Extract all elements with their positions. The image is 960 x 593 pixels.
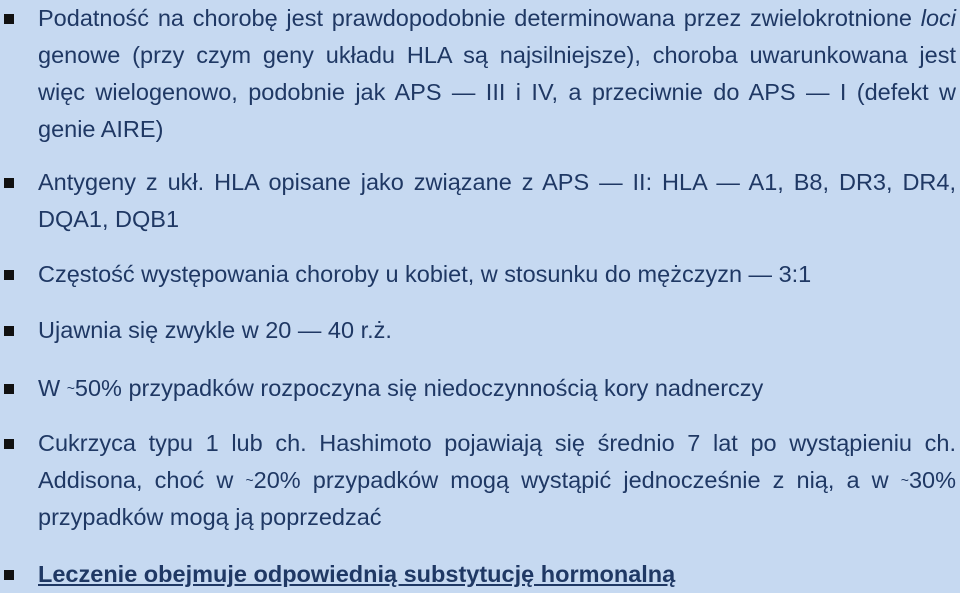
bullet-text [38, 370, 956, 407]
text-segment: Cukrzyca typu 1 lub ch. Hashimoto pojawiają się średnio 7 lat po wystąpieniu ch. Addisona, choć w [38, 430, 956, 493]
bullet-square-icon [4, 439, 14, 449]
bullet-square-icon [4, 14, 14, 24]
tilde-symbol: ~ [66, 380, 75, 396]
text-segment: W [38, 375, 67, 401]
bullet-text [38, 0, 956, 148]
bullet-square-icon [4, 570, 14, 580]
tilde-symbol: ~ [900, 472, 909, 488]
bullet-square-icon [4, 270, 14, 280]
bullet-square-icon [4, 178, 14, 188]
tilde-symbol: ~ [245, 472, 254, 488]
bullet-text-emphasis: Leczenie obejmuje odpowiednią substytucję hormonalną [38, 561, 676, 587]
bullet-square-icon [4, 384, 14, 394]
text-segment: 30% przypadków mogą ją poprzedzać [38, 467, 956, 530]
text-segment: genowe (przy czym geny układu HLA są najsilniejsze), choroba uwarunkowana jest więc wielogenowo, podobnie jak APS — III i IV, a przeciwnie do APS — I (defekt w genie AIRE) [38, 42, 956, 142]
text-segment: 20% przypadków mogą wystąpić jednocześnie z nią, a w [253, 467, 901, 493]
bullet-text: Ujawnia się zwykle w 20 — 40 r.ż. [38, 317, 392, 343]
bullet-text [38, 425, 956, 536]
bullet-square-icon [4, 326, 14, 336]
bullet-text: Antygeny z ukł. HLA opisane jako związane z APS — II: HLA — A1, B8, DR3, DR4, DQA1, DQB1 [38, 169, 956, 232]
bullet-text: Częstość występowania choroby u kobiet, w stosunku do mężczyzn — 3:1 [38, 261, 812, 287]
text-segment: Podatność na chorobę jest prawdopodobnie determinowana przez zwielokrotnione [38, 5, 921, 31]
text-segment: 50% przypadków rozpoczyna się niedoczynnością kory nadnerczy [74, 375, 764, 401]
italic-term: loci [920, 5, 956, 31]
